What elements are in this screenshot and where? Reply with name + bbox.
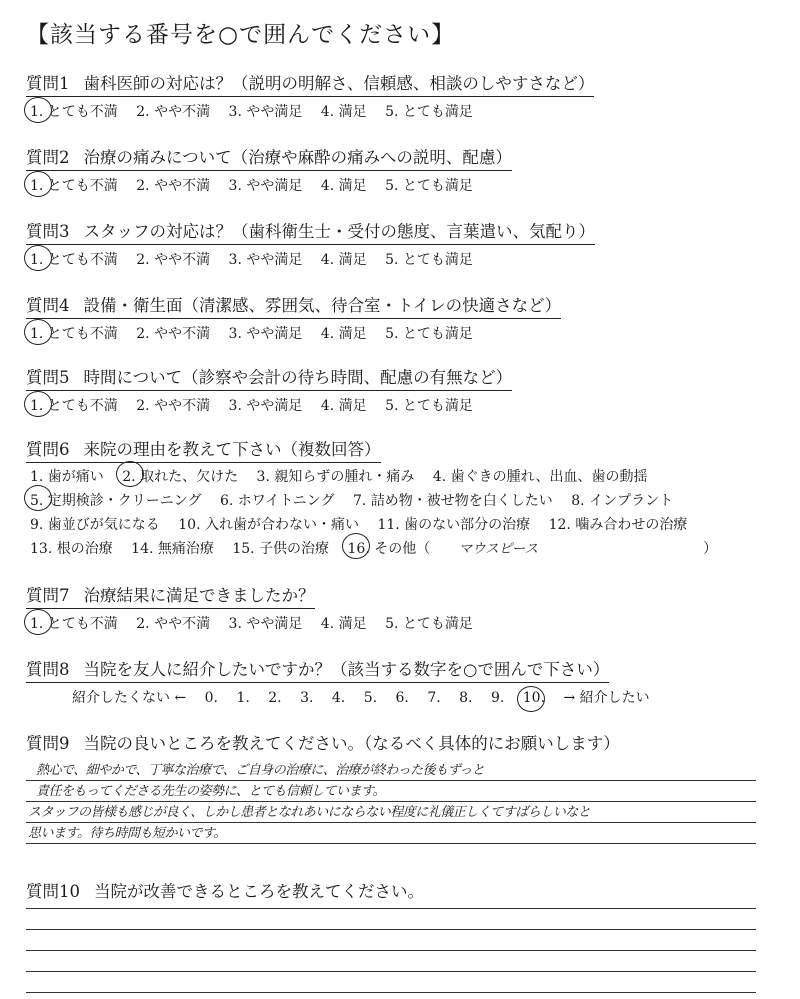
reason-option[interactable]: 14. 無痛治療 bbox=[131, 541, 214, 557]
rating-option-selected[interactable]: 1. とても不満 bbox=[30, 395, 118, 415]
scale-option-selected[interactable]: 10. bbox=[522, 690, 546, 706]
question-number: 質問5 bbox=[26, 368, 70, 387]
rating-option[interactable]: 2. やや不満 bbox=[136, 616, 211, 632]
reason-option[interactable]: 10. 入れ歯が合わない・痛い bbox=[178, 517, 359, 533]
q9-answer-area[interactable] bbox=[26, 760, 756, 844]
scale-option[interactable]: 0. bbox=[204, 690, 218, 706]
rating-option[interactable]: 2. やや不満 bbox=[136, 104, 211, 120]
answer-line bbox=[26, 951, 756, 972]
reason-option-selected[interactable]: 5. 定期検診・クリーニング bbox=[30, 489, 202, 513]
handwritten-answer: 責任をもってくださる先生の姿勢に、とても信頼しています。 bbox=[36, 784, 385, 799]
question-title bbox=[26, 144, 512, 171]
answer-line bbox=[26, 972, 756, 993]
question-1 bbox=[26, 70, 786, 121]
reason-row bbox=[26, 537, 786, 561]
rating-option[interactable]: 5. とても満足 bbox=[385, 178, 473, 194]
question-text: 当院が改善できるところを教えてください。 bbox=[94, 882, 424, 901]
rating-option[interactable]: 2. やや不満 bbox=[136, 326, 211, 342]
question-2 bbox=[26, 144, 786, 195]
question-text: 来院の理由を教えて下さい（複数回答） bbox=[83, 440, 381, 459]
rating-option[interactable]: 4. 満足 bbox=[320, 398, 367, 414]
answer-line bbox=[26, 930, 756, 951]
rating-option-selected[interactable]: 1. とても不満 bbox=[30, 175, 118, 195]
reason-option[interactable]: 13. 根の治療 bbox=[30, 541, 113, 557]
rating-option[interactable]: 5. とても満足 bbox=[385, 326, 473, 342]
question-number: 質問6 bbox=[26, 440, 70, 459]
question-number: 質問2 bbox=[26, 148, 70, 167]
question-title bbox=[26, 218, 595, 245]
rating-options bbox=[26, 101, 786, 121]
scale-option[interactable]: 9. bbox=[490, 690, 505, 706]
other-paren-close: ） bbox=[703, 541, 718, 557]
reason-option[interactable]: 1. 歯が痛い bbox=[30, 469, 104, 485]
question-title bbox=[26, 730, 620, 756]
question-title bbox=[26, 364, 512, 391]
scale-option[interactable]: 2. bbox=[268, 690, 282, 706]
question-number: 質問3 bbox=[26, 222, 70, 241]
scale-left-label: 紹介したくない ← bbox=[72, 690, 187, 706]
reason-option-selected[interactable]: 2. 取れた、欠けた bbox=[122, 465, 238, 489]
scale-option[interactable]: 1. bbox=[236, 690, 250, 706]
rating-option[interactable]: 3. やや満足 bbox=[228, 104, 303, 120]
rating-option[interactable]: 4. 満足 bbox=[320, 104, 367, 120]
reason-option[interactable]: 6. ホワイトニング bbox=[219, 493, 335, 509]
answer-line bbox=[26, 823, 756, 844]
question-4 bbox=[26, 292, 786, 343]
scale-option[interactable]: 7. bbox=[427, 690, 441, 706]
reason-option[interactable]: 12. 噛み合わせの治療 bbox=[548, 517, 688, 533]
scale-option[interactable]: 6. bbox=[395, 690, 409, 706]
scale-option[interactable]: 8. bbox=[459, 690, 473, 706]
question-title bbox=[26, 582, 315, 609]
rating-option[interactable]: 3. やや満足 bbox=[228, 616, 303, 632]
rating-option[interactable]: 3. やや満足 bbox=[228, 326, 303, 342]
rating-option[interactable]: 4. 満足 bbox=[320, 178, 367, 194]
rating-option[interactable]: 3. やや満足 bbox=[228, 178, 303, 194]
rating-options bbox=[26, 249, 786, 269]
question-number: 質問9 bbox=[26, 734, 70, 753]
scale-option[interactable]: 4. bbox=[331, 690, 346, 706]
answer-line bbox=[26, 888, 756, 909]
other-handwritten-answer[interactable]: マウスピース bbox=[458, 541, 539, 557]
rating-options bbox=[26, 613, 786, 633]
reason-option[interactable]: 11. 歯のない部分の治療 bbox=[377, 517, 531, 533]
rating-options bbox=[26, 323, 786, 343]
handwritten-answer: スタッフの皆様も感じが良く、しかし患者となれあいにならない程度に礼儀正しくてすばらしいなと bbox=[28, 805, 591, 820]
question-title bbox=[26, 292, 561, 319]
rating-option-selected[interactable]: 1. とても不満 bbox=[30, 323, 118, 343]
question-number: 質問4 bbox=[26, 296, 70, 315]
question-text: 当院を友人に紹介したいですか？（該当する数字を○で囲んで下さい） bbox=[83, 660, 610, 679]
rating-option[interactable]: 4. 満足 bbox=[320, 252, 367, 268]
recommend-scale bbox=[26, 687, 786, 707]
question-6 bbox=[26, 436, 786, 561]
rating-option[interactable]: 2. やや不満 bbox=[136, 178, 211, 194]
reason-option[interactable]: 3. 親知らずの腫れ・痛み bbox=[256, 469, 415, 485]
rating-option-selected[interactable]: 1. とても不満 bbox=[30, 101, 118, 121]
reason-row bbox=[26, 489, 786, 513]
question-number: 質問10 bbox=[26, 882, 80, 901]
rating-option[interactable]: 4. 満足 bbox=[320, 616, 367, 632]
question-title bbox=[26, 436, 381, 463]
question-text: 時間について（診察や会計の待ち時間、配慮の有無など） bbox=[83, 368, 513, 387]
rating-option[interactable]: 2. やや不満 bbox=[136, 398, 211, 414]
question-text: 歯科医師の対応は？（説明の明解さ、信頼感、相談のしやすさなど） bbox=[83, 74, 595, 93]
question-title bbox=[26, 656, 609, 683]
reason-option[interactable]: 9. 歯並びが気になる bbox=[30, 517, 160, 533]
handwritten-answer: 思います。待ち時間も短かいです。 bbox=[28, 826, 226, 841]
question-3 bbox=[26, 218, 786, 269]
rating-option-selected[interactable]: 1. とても不満 bbox=[30, 613, 118, 633]
question-title bbox=[26, 70, 594, 97]
scale-option[interactable]: 3. bbox=[300, 690, 314, 706]
question-text: スタッフの対応は？（歯科衛生士・受付の態度、言葉遣い、気配り） bbox=[83, 222, 595, 241]
rating-option[interactable]: 5. とても満足 bbox=[385, 104, 473, 120]
question-text: 治療結果に満足できましたか？ bbox=[83, 586, 315, 605]
rating-option-selected[interactable]: 1. とても不満 bbox=[30, 249, 118, 269]
rating-option[interactable]: 3. やや満足 bbox=[228, 252, 303, 268]
rating-option[interactable]: 2. やや不満 bbox=[136, 252, 211, 268]
reason-option[interactable]: 15. 子供の治療 bbox=[232, 541, 330, 557]
reason-row bbox=[26, 513, 786, 537]
reason-option[interactable]: 8. インプラント bbox=[571, 493, 674, 509]
q10-answer-area[interactable] bbox=[26, 888, 756, 993]
reason-option[interactable]: 4. 歯ぐきの腫れ、出血、歯の動揺 bbox=[432, 469, 648, 485]
rating-option[interactable]: 5. とても満足 bbox=[385, 616, 473, 632]
scale-right-label: → 紹介したい bbox=[563, 690, 650, 706]
handwritten-answer: 熱心で、細やかで、丁寧な治療で、ご自身の治療に、治療が終わった後もずっと bbox=[36, 763, 485, 778]
answer-line bbox=[26, 909, 756, 930]
question-number: 質問1 bbox=[26, 74, 70, 93]
reason-row bbox=[26, 465, 786, 489]
rating-options bbox=[26, 175, 786, 195]
rating-option[interactable]: 5. とても満足 bbox=[385, 252, 473, 268]
answer-line bbox=[26, 781, 756, 802]
rating-option[interactable]: 5. とても満足 bbox=[385, 398, 473, 414]
question-7 bbox=[26, 582, 786, 633]
question-5 bbox=[26, 364, 786, 415]
question-text: 当院の良いところを教えてください。（なるべく具体的にお願いします） bbox=[83, 734, 620, 753]
answer-line bbox=[26, 802, 756, 823]
scale-option[interactable]: 5. bbox=[363, 690, 378, 706]
question-text: 設備・衛生面（清潔感、雰囲気、待合室・トイレの快適さなど） bbox=[83, 296, 562, 315]
question-number: 質問7 bbox=[26, 586, 70, 605]
question-text: 治療の痛みについて（治療や麻酔の痛みへの説明、配慮） bbox=[83, 148, 512, 167]
question-9 bbox=[26, 730, 786, 756]
question-8 bbox=[26, 656, 786, 707]
question-number: 質問8 bbox=[26, 660, 70, 679]
answer-line bbox=[26, 760, 756, 781]
rating-option[interactable]: 4. 満足 bbox=[320, 326, 367, 342]
rating-options bbox=[26, 395, 786, 415]
reason-option[interactable]: 7. 詰め物・被せ物を白くしたい bbox=[353, 493, 553, 509]
reason-option-selected[interactable]: 16. その他（ bbox=[348, 537, 431, 561]
page-title: 【該当する番号を○で囲んでください】 bbox=[26, 22, 456, 48]
rating-option[interactable]: 3. やや満足 bbox=[228, 398, 303, 414]
